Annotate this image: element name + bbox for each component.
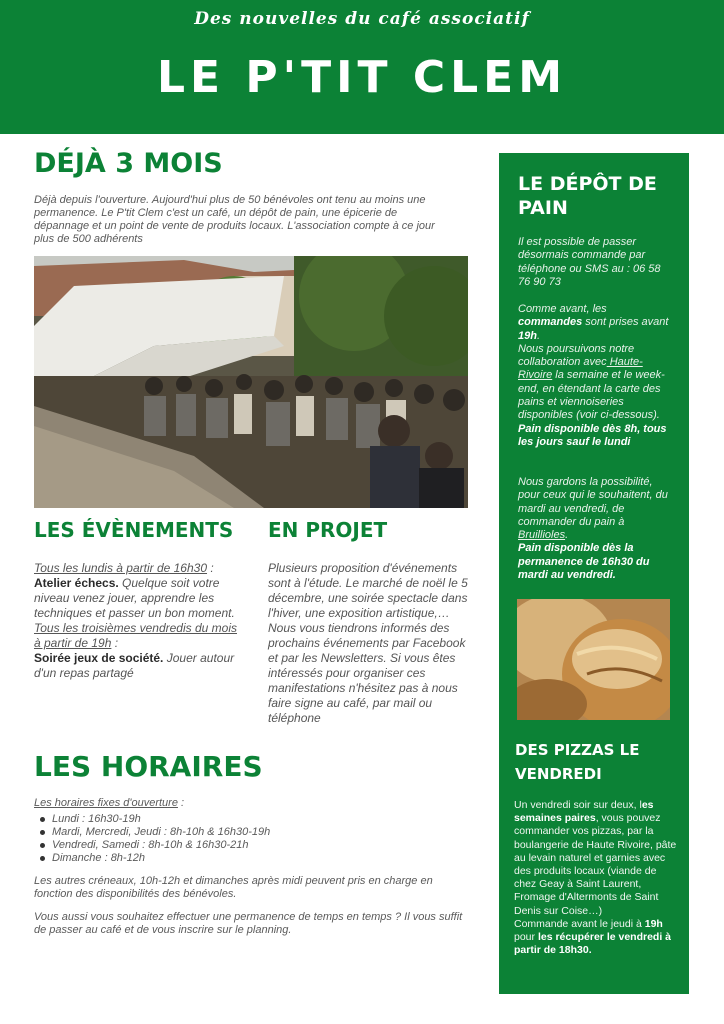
intro-heading: DÉJÀ 3 MOIS xyxy=(34,148,223,179)
bullet-icon xyxy=(40,856,45,861)
hours-intro xyxy=(34,797,474,810)
pizza-text-part: Un vendredi soir sur deux, l xyxy=(514,799,642,811)
masthead-kicker: Des nouvelles du café associatif xyxy=(194,9,530,29)
bread-order-phone: Il est possible de passer désormais commande par téléphone ou SMS au : 06 58 76 90 73 xyxy=(518,236,661,288)
hours-block xyxy=(34,797,474,947)
bread-emphasis: commandes xyxy=(518,316,583,329)
bread-text: Nous gardons la possibilité, pour ceux qui le souhaitent, du mardi au vendredi, de commander du pain à xyxy=(518,476,668,528)
bruillioles-link[interactable]: Bruillioles xyxy=(518,529,566,542)
bullet-icon xyxy=(40,817,45,822)
hours-list xyxy=(38,813,474,865)
masthead xyxy=(0,0,724,134)
event-chess-name: Atelier échecs. xyxy=(34,576,119,590)
event-chess-desc: Quelque soit votre niveau venez jouer, apprendre les techniques et passer un bon moment. xyxy=(34,576,235,620)
project-text: Plusieurs proposition d'événements sont à l'étude. Le marché de noël le 5 décembre, une soirée spectacle dans l'hiver, une exposition artistique,… Nous vous tiendrons informés des prochains événements par Facebook et par les Newsletters. Si vous êtes intéressés pour organiser ces manifestations n'hésitez pas à nous faire signe au café, par mail ou téléphone xyxy=(268,561,468,725)
hours-item-text: Mardi, Mercredi, Jeudi : 8h-10h & 16h30-19h xyxy=(52,826,271,838)
bread-text: Nous poursuivons notre collaboration avec xyxy=(518,342,635,369)
bread-text: . xyxy=(536,329,541,342)
intro-text: Déjà depuis l'ouverture. Aujourd'hui plus de 50 bénévoles ont tenu au moins une permanence. Le P'tit Clem c'est un café, un dépôt de pain, une épicerie de dépannage et un point de vente de produits locaux. L'association compte à ce jour plus de 500 adhérents xyxy=(34,194,435,245)
events-text xyxy=(34,561,244,681)
hours-item-text: Dimanche : 8h-12h xyxy=(52,852,145,864)
bread-text: la semaine et le week-end, en étendant la carte des pains et viennoiseries disponibles (voir ci-dessous). xyxy=(518,369,665,422)
hours-intro-label: Les horaires fixes d'ouverture xyxy=(34,797,178,809)
pizza-emphasis: es semaines paires xyxy=(514,799,654,825)
pizza-heading: DES PIZZAS LE VENDREDI xyxy=(515,741,640,783)
hours-item xyxy=(38,852,474,865)
bread-text: sont prises avant xyxy=(582,316,669,329)
haute-rivoire-link[interactable]: Haute-Rivoire xyxy=(518,356,643,382)
events-heading: LES ÉVÈNEMENTS xyxy=(34,518,234,542)
bullet-icon xyxy=(40,843,45,848)
bread-emphasis: Pain disponible dès la permanence de 16h30 du mardi au vendredi. xyxy=(518,542,650,582)
hours-item-text: Lundi : 16h30-19h xyxy=(52,813,141,825)
hours-note-volunteer: Vous aussi vous souhaitez effectuer une permanence de temps en temps ? Il vous suffit de passer au café et de vous inscrire sur le planning. xyxy=(34,911,463,936)
hours-item xyxy=(38,813,474,826)
event-games-desc: Jouer autour d'un repas partagé xyxy=(34,651,235,680)
event-games-schedule: Tous les troisièmes vendredis du mois à partir de 19h xyxy=(34,621,237,650)
bread-emphasis: Pain disponible dès 8h, tous les jours sauf le lundi xyxy=(518,422,667,448)
cafe-crowd-photo xyxy=(34,256,468,508)
event-games-name: Soirée jeux de société. xyxy=(34,651,164,665)
hours-heading: LES HORAIRES xyxy=(34,750,263,783)
bread-emphasis: 19h xyxy=(518,329,537,342)
event-games-separator: : xyxy=(111,636,119,650)
hours-intro-suffix: : xyxy=(177,797,185,809)
bread-text: . xyxy=(565,529,569,542)
bread-sidebar xyxy=(499,153,689,994)
bread-text: Comme avant, les xyxy=(518,303,607,315)
pizza-text-part: pour xyxy=(514,931,538,944)
bread-heading: LE DÉPÔT DE PAIN xyxy=(518,173,657,219)
event-chess-schedule: Tous les lundis à partir de 16h30 xyxy=(34,561,208,575)
pizza-text-part: , vous pouvez commander vos pizzas, par la boulangerie de Haute Rivoire, pâte au levain naturel et garnies avec des produits locaux (viande de chez Geay à Saint Laurent, Fromage d'Altermonts de Saint Denis sur Coise…) xyxy=(514,812,677,917)
masthead-title: LE P'TIT CLEM xyxy=(156,52,568,103)
pizza-text-part: Commande avant le jeudi à xyxy=(514,917,645,930)
bread-photo xyxy=(517,599,670,720)
hours-note-other-slots: Les autres créneaux, 10h-12h et dimanches après midi peuvent pris en charge en fonction des disponibilités des bénévoles. xyxy=(34,875,433,900)
event-chess-separator: : xyxy=(207,561,214,575)
pizza-emphasis: les récupérer le vendredi à partir de 18h30. xyxy=(514,931,672,957)
bullet-icon xyxy=(40,830,45,835)
hours-item xyxy=(38,839,474,852)
hours-item-text: Vendredi, Samedi : 8h-10h & 16h30-21h xyxy=(52,839,249,851)
pizza-text xyxy=(514,799,679,957)
bread-bruillioles xyxy=(518,476,673,582)
hours-item xyxy=(38,826,474,839)
project-heading: EN PROJET xyxy=(268,518,388,542)
pizza-emphasis: 19h xyxy=(644,917,663,930)
bread-details xyxy=(518,303,673,449)
